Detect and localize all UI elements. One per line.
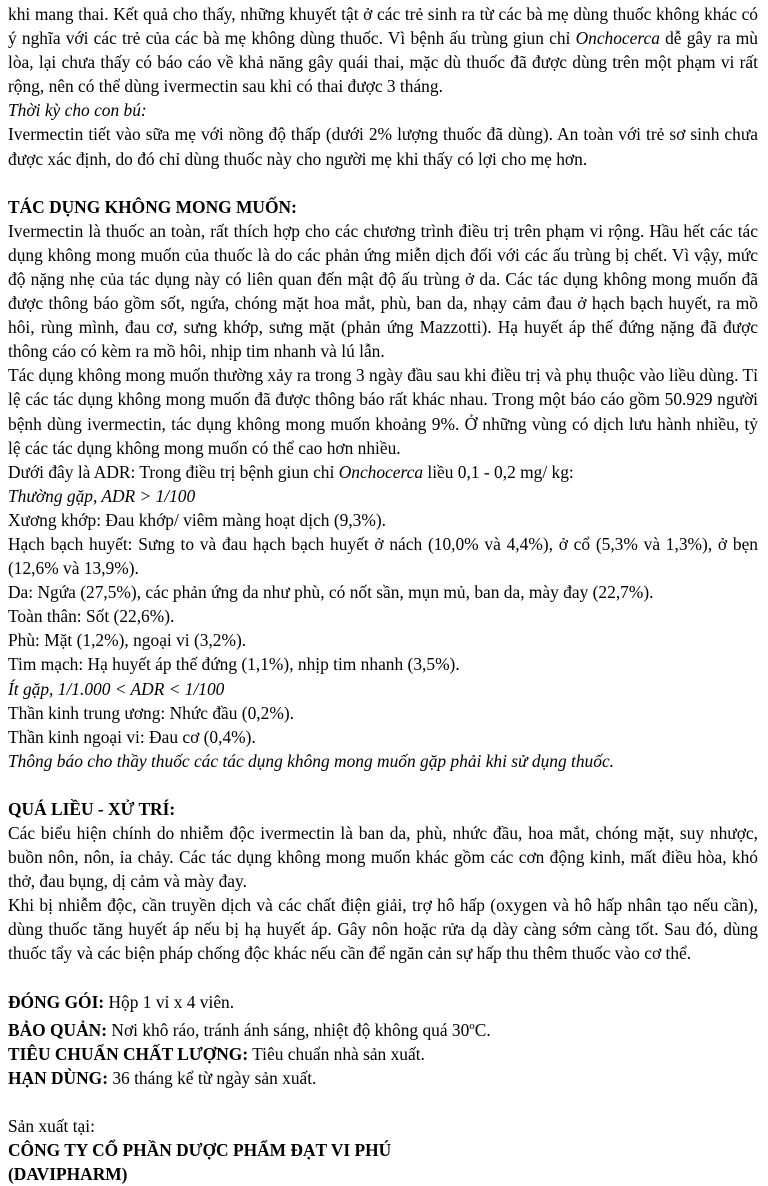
overdose-paragraph-1: Các biểu hiện chính do nhiễm độc ivermectin là ban da, phù, nhức đầu, hoa mắt, chóng mặt, suy nhược, buồn nôn, nôn, ỉa chảy. Các tác dụng không mong muốn khác gồm các cơn động kinh, mất điều hòa, khó thở, đau bụng, dị cảm và mày đay.	[8, 823, 758, 892]
pregnancy-text: khi mang thai. Kết quả cho thấy, những khuyết tật ở các trẻ sinh ra từ các bà mẹ dùng thuốc không khác có ý nghĩa với các trẻ của các bà mẹ không dùng thuốc. Vì bệnh ấu trùng giun chỉ	[8, 4, 758, 49]
pregnancy-paragraph	[8, 2, 758, 98]
adr-item: Tim mạch: Hạ huyết áp thế đứng (1,1%), nhịp tim nhanh (3,5%).	[8, 654, 460, 675]
onchocerca-term: Onchocerca	[338, 461, 424, 482]
manufacturer-abbr: (DAVIPHARM)	[8, 1163, 128, 1184]
rare-adr-heading: Ít gặp, 1/1.000 < ADR < 1/100	[8, 678, 225, 699]
adr-item: Phù: Mặt (1,2%), ngoại vi (3,2%).	[8, 630, 247, 651]
lactation-heading: Thời kỳ cho con bú:	[8, 100, 147, 121]
expiry-line: HẠN DÙNG: 36 tháng kể từ ngày sản xuất.	[8, 1067, 317, 1088]
adr-item: Toàn thân: Sốt (22,6%).	[8, 606, 175, 627]
manufacturer-name: CÔNG TY CỔ PHẦN DƯỢC PHẨM ĐẠT VI PHÚ	[8, 1139, 392, 1160]
storage-line: BẢO QUẢN: Nơi khô ráo, tránh ánh sáng, nhiệt độ không quá 30$^o$C.	[8, 1019, 491, 1040]
adr-item: Hạch bạch huyết: Sưng to và đau hạch bạch huyết ở nách (10,0% và 4,4%), ở cổ (5,3% và 1,3%), ở bẹn (12,6% và 13,9%).	[8, 533, 758, 579]
lactation-text: Ivermectin tiết vào sữa mẹ với nồng độ thấp (dưới 2% lượng thuốc đã dùng). An toàn với trẻ sơ sinh chưa được xác định, do đó chỉ dùng thuốc này cho người mẹ khi thấy có lợi cho mẹ hơn.	[8, 124, 758, 169]
adverse-paragraph-1: Ivermectin là thuốc an toàn, rất thích hợp cho các chương trình điều trị trên phạm vi rộng. Hầu hết các tác dụng không mong muốn của thuốc là do các phản ứng miễn dịch đối với các ấu trùng bị chết. Vì vậy, mức độ nặng nhẹ của tác dụng này có liên quan đến mật độ ấu trùng ở da. Các tác dụng không mong muốn đã được thông báo gồm sốt, ngứa, chóng mặt hoa mắt, phù, ban da, nhạy cảm đau ở hạch bạch huyết, ra mồ hôi, rùng mình, đau cơ, sưng khớp, sưng mặt (phản ứng Mazzotti). Hạ huyết áp thế đứng nặng đã được thông cáo có kèm ra mồ hôi, nhịp tim nhanh và lú lẫn.	[8, 220, 758, 362]
pregnancy-text-rest: dễ gây ra mù lòa, lại chưa thấy có báo cáo về khả năng gây quái thai, mặc dù thuốc đã được dùng trên một phạm vi rất rộng, nên có thể dùng ivermectin sau khi có thai được 3 tháng.	[8, 28, 758, 97]
manufacturer-intro: Sản xuất tại:	[8, 1115, 95, 1136]
common-adr-heading: Thường gặp, ADR > 1/100	[8, 485, 196, 506]
adverse-paragraph-2: Tác dụng không mong muốn thường xảy ra trong 3 ngày đầu sau khi điều trị và phụ thuộc vào liều dùng. Tỉ lệ các tác dụng không mong muốn đã được thông báo rất khác nhau. Trong một báo cáo gồm 50.929 người bệnh dùng ivermectin, tác dụng không mong muốn khoảng 9%. Ở những vùng có dịch lưu hành nhiều, tỷ lệ các tác dụng không mong muốn có thể cao hơn nhiều.	[8, 365, 758, 458]
overdose-heading: QUÁ LIỀU - XỬ TRÍ:	[8, 798, 176, 819]
adr-item: Thần kinh ngoại vi: Đau cơ (0,4%).	[8, 726, 256, 747]
onchocerca-term: Onchocerca	[575, 28, 660, 49]
adr-notice: Thông báo cho thầy thuốc các tác dụng không mong muốn gặp phải khi sử dụng thuốc.	[8, 750, 615, 771]
overdose-paragraph-2: Khi bị nhiễm độc, cần truyền dịch và các chất điện giải, trợ hô hấp (oxygen và hô hấp nhân tạo nếu cần), dùng thuốc tăng huyết áp nếu bị hạ huyết áp. Gây nôn hoặc rửa dạ dày càng sớm càng tốt. Sau đó, dùng thuốc tẩy và các biện pháp chống độc khác nếu cần để ngăn cản sự hấp thu thêm thuốc vào cơ thể.	[8, 895, 758, 964]
packaging-line: ĐÓNG GÓI: Hộp 1 vỉ x 4 viên.	[8, 991, 235, 1012]
adr-item: Thần kinh trung ương: Nhức đầu (0,2%).	[8, 702, 294, 723]
adr-item: Xương khớp: Đau khớp/ viêm màng hoạt dịch (9,3%).	[8, 509, 386, 530]
adr-item: Da: Ngứa (27,5%), các phản ứng da như phù, có nốt sần, mụn mủ, ban da, mày đay (22,7%).	[8, 582, 654, 603]
adverse-heading: TÁC DỤNG KHÔNG MONG MUỐN:	[8, 196, 297, 217]
quality-standard-line: TIÊU CHUẨN CHẤT LƯỢNG: Tiêu chuẩn nhà sản xuất.	[8, 1043, 425, 1064]
adr-intro: Dưới đây là ADR: Trong điều trị bệnh giun chỉ Onchocerca liều 0,1 - 0,2 mg/ kg:	[8, 461, 574, 482]
